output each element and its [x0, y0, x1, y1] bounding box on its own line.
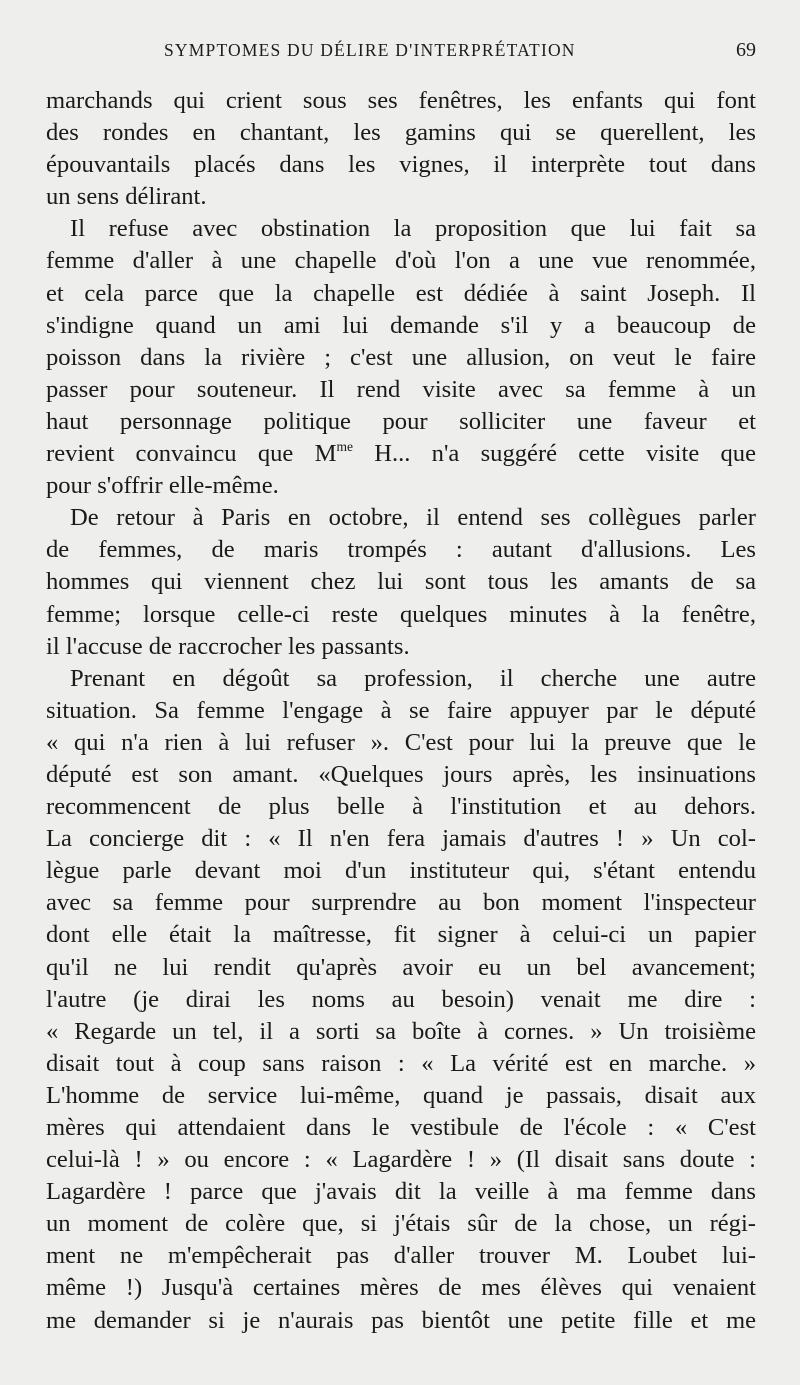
text-line: mères qui attendaient dans le vestibule de l'école : « C'est	[46, 1114, 756, 1141]
text-line: dont elle était la maîtresse, fit signer à celui-ci un papier	[46, 921, 756, 949]
text-line: De retour à Paris en octobre, il entend ses collègues parler	[70, 504, 756, 532]
running-title: SYMPTOMES DU DÉLIRE D'INTERPRÉTATION	[164, 40, 576, 60]
page-number: 69	[736, 39, 756, 61]
text-line: La concierge dit : « Il n'en fera jamais d'autres ! » Un col-	[46, 825, 756, 853]
text-line: passer pour souteneur. Il rend visite avec sa femme à un	[46, 375, 756, 403]
body-text	[46, 85, 756, 1337]
text-line: des rondes en chantant, les gamins qui se querellent, les	[46, 119, 756, 147]
page-header	[46, 40, 756, 70]
text-line: qu'il ne lui rendit qu'après avoir eu un bel avancement;	[46, 953, 756, 981]
text-line: me demander si je n'aurais pas bientôt une petite fille et me	[46, 1306, 756, 1334]
text-line: un moment de colère que, si j'étais sûr de la chose, un régi-	[46, 1210, 756, 1238]
superscript: me	[336, 438, 353, 454]
text-line: s'indigne quand un ami lui demande s'il y a beaucoup de	[46, 311, 756, 339]
text-line: celui-là ! » ou encore : « Lagardère ! » (Il disait sans doute :	[46, 1146, 756, 1174]
text-line: avec sa femme pour surprendre au bon moment l'inspecteur	[46, 889, 756, 917]
text-line: lègue parle devant moi d'un instituteur qui, s'étant entendu	[46, 857, 756, 885]
text-line: Lagardère ! parce que j'avais dit la veille à ma femme dans	[46, 1178, 756, 1206]
text-line: « Regarde un tel, il a sorti sa boîte à cornes. » Un troisième	[46, 1017, 756, 1045]
text-line: hommes qui viennent chez lui sont tous les amants de sa	[46, 568, 756, 596]
text-line: femme; lorsque celle-ci reste quelques minutes à la fenêtre,	[46, 600, 756, 628]
text-line: marchands qui crient sous ses fenêtres, les enfants qui font	[46, 87, 756, 114]
text-line	[46, 438, 756, 470]
text-line: et cela parce que la chapelle est dédiée à saint Joseph. Il	[46, 279, 756, 307]
text-line: situation. Sa femme l'engage à se faire appuyer par le député	[46, 696, 756, 724]
text-line: disait tout à coup sans raison : « La vérité est en marche. »	[46, 1049, 756, 1077]
text-line: de femmes, de maris trompés : autant d'allusions. Les	[46, 536, 756, 564]
text-line: Prenant en dégoût sa profession, il cherche une autre	[70, 664, 756, 692]
text-line: il l'accuse de raccrocher les passants.	[46, 632, 410, 660]
text-line: épouvantails placés dans les vignes, il interprète tout dans	[46, 151, 756, 179]
text-line: « qui n'a rien à lui refuser ». C'est pour lui la preuve que le	[46, 728, 756, 756]
text-line: pour s'offrir elle-même.	[46, 472, 279, 500]
text-line: l'autre (je dirai les noms au besoin) venait me dire :	[46, 985, 756, 1013]
text-line: poisson dans la rivière ; c'est une allusion, on veut le faire	[46, 343, 756, 371]
text-line: Il refuse avec obstination la proposition que lui fait sa	[70, 215, 756, 243]
text-line: recommencent de plus belle à l'institution et au dehors.	[46, 793, 756, 821]
text-line: député est son amant. «Quelques jours après, les insinuations	[46, 760, 756, 788]
text-line: ment ne m'empêcherait pas d'aller trouver M. Loubet lui-	[46, 1242, 756, 1270]
line-segment: H... n'a suggéré cette visite que	[352, 440, 756, 468]
text-line: L'homme de service lui-même, quand je passais, disait aux	[46, 1081, 756, 1109]
text-line: un sens délirant.	[46, 183, 207, 211]
line-segment: revient convaincu que M	[46, 440, 337, 468]
text-line: femme d'aller à une chapelle d'où l'on a une vue renommée,	[46, 247, 756, 275]
text-line: haut personnage politique pour solliciter une faveur et	[46, 407, 756, 435]
text-line: même !) Jusqu'à certaines mères de mes élèves qui venaient	[46, 1274, 756, 1302]
